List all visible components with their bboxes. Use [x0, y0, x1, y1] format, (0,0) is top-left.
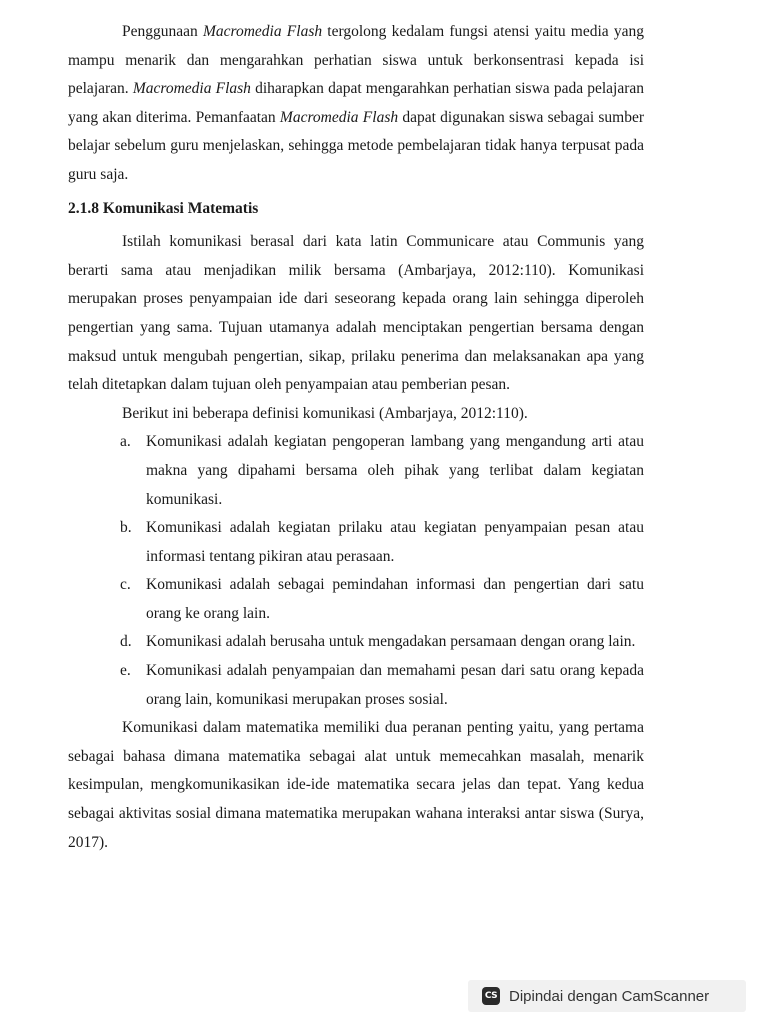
list-item-text: Komunikasi adalah kegiatan prilaku atau kegiatan penyampaian pesan atau informasi tentang pikiran atau perasaan. [146, 519, 644, 565]
list-item [68, 571, 644, 628]
list-marker: d. [120, 633, 132, 651]
paragraph-macromedia-flash [68, 18, 644, 190]
list-item [68, 514, 644, 571]
document-page [68, 18, 644, 857]
watermark-label: Dipindai dengan CamScanner [509, 987, 710, 1005]
list-marker: b. [120, 519, 132, 537]
list-item-text: Komunikasi adalah berusaha untuk mengadakan persamaan dengan orang lain. [146, 633, 636, 651]
camscanner-logo-icon: CS [482, 987, 500, 1005]
text-run: diharapkan dapat mengarahkan perhatian siswa pada pelajaran yang akan diterima. Pemanfaatan [68, 80, 645, 126]
text-run: tergolong kedalam fungsi atensi yaitu media yang mampu menarik dan mengarahkan perhatian siswa untuk berkonsentrasi kepada isi pelajaran. [68, 23, 645, 98]
paragraph-komunikasi-matematika: Komunikasi dalam matematika memiliki dua peranan penting yaitu, yang pertama sebagai bahasa dimana matematika sebagai alat untuk memecahkan masalah, menarik kesimpulan, mengkomunikasikan ide-ide matematika secara jelas dan tepat. Yang kedua sebagai aktivitas sosial dimana matematika merupakan wahana interaksi antar siswa (Surya, 2017). [68, 719, 644, 851]
italic-term: Macromedia Flash [279, 108, 399, 126]
definition-list [68, 428, 644, 714]
list-item-text: Komunikasi adalah kegiatan pengoperan lambang yang mengandung arti atau makna yang dipahami bersama oleh pihak yang terlibat dalam kegiatan komunikasi. [146, 433, 644, 508]
list-item-text: Komunikasi adalah sebagai pemindahan informasi dan pengertian dari satu orang ke orang lain. [146, 576, 644, 622]
list-item [68, 657, 644, 714]
italic-term: Macromedia Flash [132, 80, 251, 98]
paragraph-komunikasi-definition: Istilah komunikasi berasal dari kata latin Communicare atau Communis yang berarti sama atau menjadikan milik bersama (Ambarjaya, 2012:110). Komunikasi merupakan proses penyampaian ide dari seseorang kepada orang lain sehingga diperoleh pengertian yang sama. Tujuan utamanya adalah menciptakan pengertian bersama dengan maksud untuk mengubah pengertian, sikap, prilaku penerima dan melaksanakan apa yang telah ditetapkan dalam tujuan oleh penyampaian atau pemberian pesan. [68, 233, 644, 394]
list-item [68, 628, 644, 657]
list-intro: Berikut ini beberapa definisi komunikasi (Ambarjaya, 2012:110). [122, 404, 528, 422]
list-item-text: Komunikasi adalah penyampaian dan memahami pesan dari satu orang kepada orang lain, komunikasi merupakan proses sosial. [146, 662, 644, 708]
section-heading: 2.1.8 Komunikasi Matematis [68, 199, 259, 217]
text-run: Penggunaan [122, 23, 203, 40]
list-item [68, 428, 644, 514]
camscanner-watermark [468, 980, 746, 1012]
text-run: dapat digunakan siswa sebagai sumber belajar sebelum guru menjelaskan, sehingga metode pembelajaran tidak hanya terpusat pada guru saja. [68, 108, 644, 183]
list-marker: a. [120, 433, 131, 451]
list-marker: e. [120, 662, 131, 680]
list-marker: c. [120, 576, 131, 594]
italic-term: Macromedia Flash [202, 23, 323, 40]
